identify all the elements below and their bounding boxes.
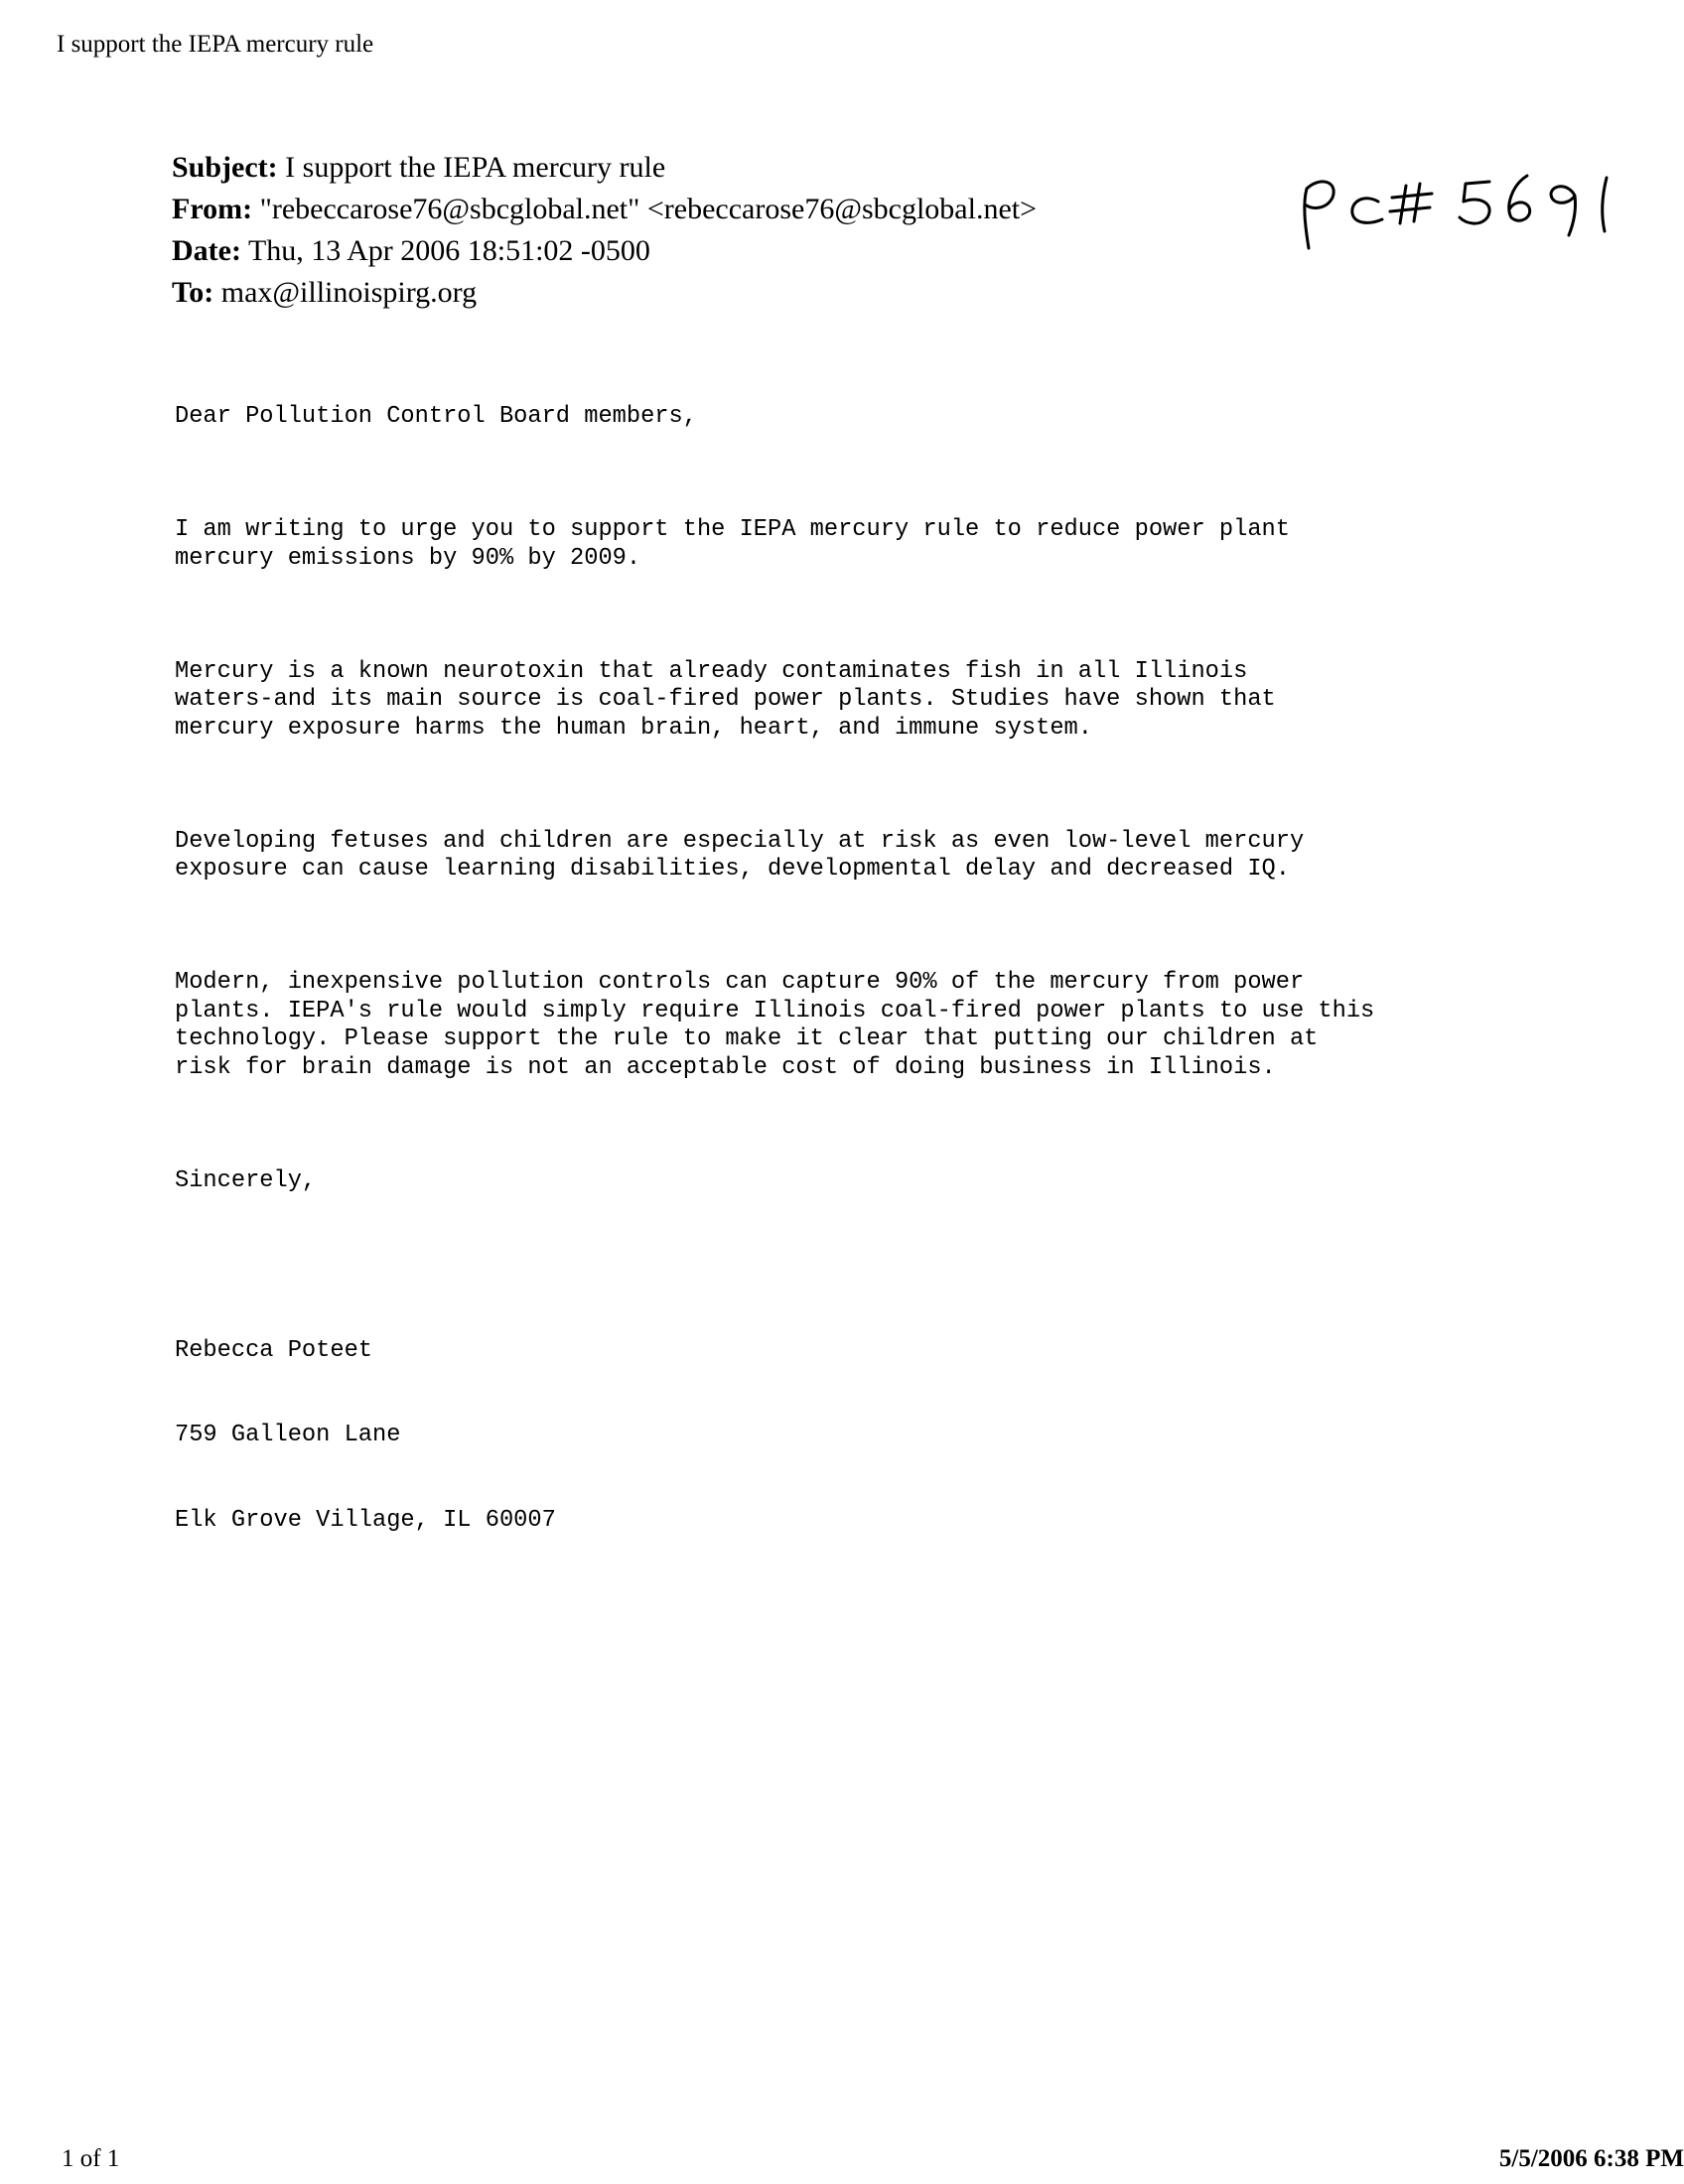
page-title: I support the IEPA mercury rule [57,31,374,58]
body-paragraph: Modern, inexpensive pollution controls can capture 90% of the mercury from power plants. IEPA's rule would simply require Illinois coal-fired power plants to use this technology. Please support the rule to make it clear that putting our children at risk for brain damage is not an acceptable cost of doing business in Illinois. [175,969,1375,1081]
signature-city: Elk Grove Village, IL 60007 [175,1506,556,1534]
subject-value: I support the IEPA mercury rule [285,151,666,184]
greeting: Dear Pollution Control Board members, [175,403,697,430]
email-body [175,346,1585,1620]
date-row [172,230,1037,272]
page-number: 1 of 1 [62,2145,120,2172]
to-row [172,272,1037,314]
body-paragraph: Developing fetuses and children are especially at risk as even low-level mercury exposure can cause learning disabilities, developmental delay and decreased IQ. [175,827,1305,883]
subject-row [172,147,1037,189]
print-timestamp: 5/5/2006 6:38 PM [1498,2145,1684,2172]
body-paragraph: I am writing to urge you to support the IEPA mercury rule to reduce power plant mercury emissions by 90% by 2009. [175,516,1290,572]
signature-name: Rebecca Poteet [175,1336,373,1364]
to-label: To: [172,276,214,309]
closing: Sincerely, [175,1166,317,1194]
from-value: "rebeccarose76@sbcglobal.net" <rebeccarose76@sbcglobal.net> [259,193,1038,225]
date-label: Date: [172,234,241,267]
handwritten-pc-number [1291,164,1628,273]
from-label: From: [172,193,253,225]
email-headers [172,147,1037,314]
date-value: Thu, 13 Apr 2006 18:51:02 -0500 [247,234,650,267]
subject-label: Subject: [172,151,278,184]
signature-block [175,1281,1585,1592]
from-row [172,189,1037,230]
to-value: max@illinoispirg.org [220,276,478,309]
signature-street: 759 Galleon Lane [175,1422,401,1448]
body-paragraph: Mercury is a known neurotoxin that already contaminates fish in all Illinois waters-and its main source is coal-fired power plants. Studies have shown that mercury exposure harms the human brain, heart, and immune system. [175,657,1276,742]
